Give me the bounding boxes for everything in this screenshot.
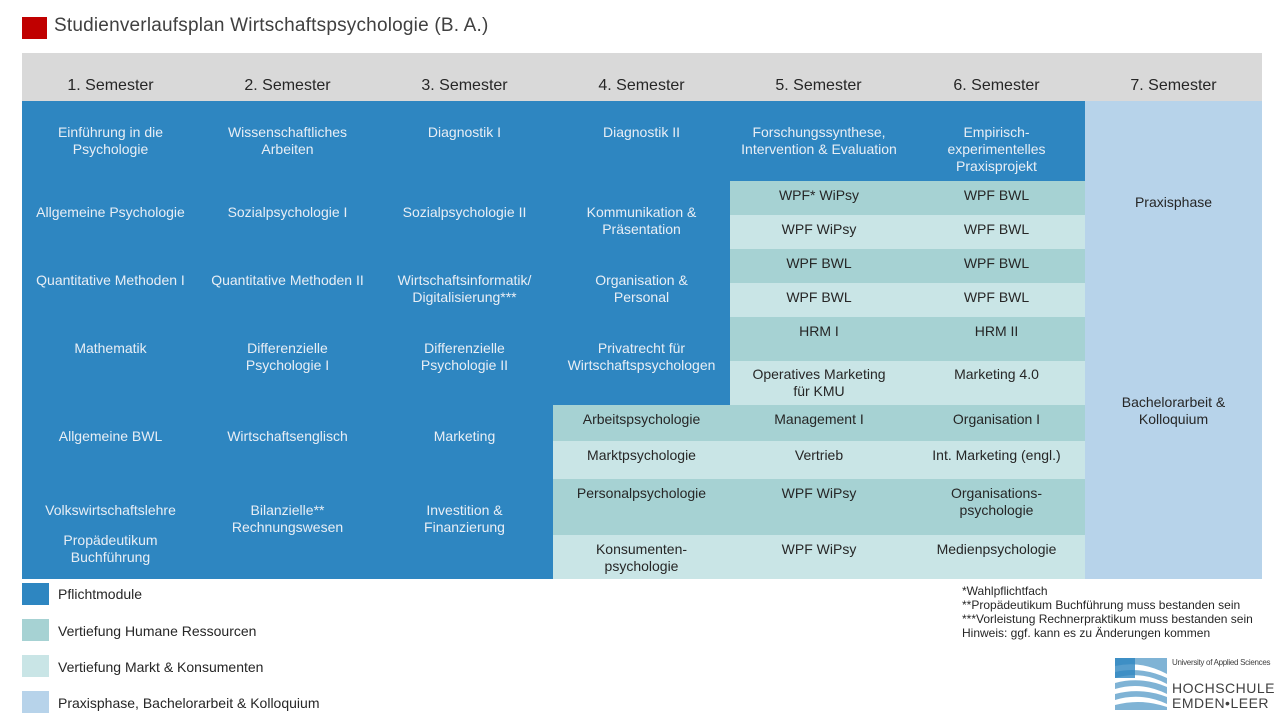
- module-wpf-bwl-6c: WPF BWL: [908, 249, 1085, 283]
- module-rechnungswesen: Bilanzielle** Rechnungswesen: [199, 502, 376, 542]
- legend-label-pflicht: Pflichtmodule: [58, 586, 143, 602]
- semester-4-header: 4. Semester: [598, 77, 685, 94]
- legend-label-markt: Vertiefung Markt & Konsumenten: [58, 659, 264, 675]
- module-quant-2: Quantitative Methoden II: [199, 272, 376, 312]
- module-management-1: Management I: [730, 405, 908, 441]
- logo-line2: EMDEN•LEER: [1172, 695, 1270, 711]
- module-marketing-40: Marketing 4.0: [908, 361, 1085, 405]
- module-vertrieb: Vertrieb: [730, 441, 908, 479]
- module-personalpsychologie: Personalpsychologie: [553, 479, 730, 535]
- module-wpf-bwl-5d: WPF BWL: [730, 283, 908, 317]
- module-privatrecht: Privatrecht für Wirtschaftspsychologen: [553, 340, 730, 380]
- university-logo: [1115, 656, 1276, 712]
- module-bachelorarbeit: Bachelorarbeit & Kolloquium: [1085, 394, 1262, 434]
- legend-swatch-pflicht: [22, 583, 49, 605]
- module-medienpsychologie: Medienpsychologie: [908, 535, 1085, 579]
- legend-swatch-humane: [22, 619, 49, 641]
- module-diagnostik-2: Diagnostik II: [553, 124, 730, 144]
- module-marketing: Marketing: [376, 428, 553, 448]
- module-einfuehrung: Einführung in die Psychologie: [22, 124, 199, 164]
- module-sozialpsych-1: Sozialpsychologie I: [199, 204, 376, 224]
- praxis-column: [1085, 101, 1262, 579]
- semester-3-header: 3. Semester: [421, 77, 508, 94]
- page-title: Studienverlaufsplan Wirtschaftspsychologie (B. A.): [54, 15, 489, 36]
- module-allg-psych: Allgemeine Psychologie: [22, 204, 199, 224]
- module-praxisphase: Praxisphase: [1085, 194, 1262, 214]
- logo-line1: HOCHSCHULE: [1172, 680, 1276, 696]
- module-allg-bwl: Allgemeine BWL: [22, 428, 199, 448]
- legend-swatch-praxis: [22, 691, 49, 713]
- footnote-wahlpflicht: *Wahlpflichtfach: [962, 584, 1048, 598]
- module-int-marketing: Int. Marketing (engl.): [908, 441, 1085, 479]
- module-operatives-marketing: Operatives Marketing für KMU: [730, 361, 908, 405]
- logo-tagline: University of Applied Sciences: [1172, 658, 1271, 667]
- module-sozialpsych-2: Sozialpsychologie II: [376, 204, 553, 224]
- module-marktpsychologie: Marktpsychologie: [553, 441, 730, 479]
- module-propaedeutikum: Propädeutikum Buchführung: [22, 532, 199, 572]
- module-diagnostik-1: Diagnostik I: [376, 124, 553, 144]
- module-wpf-bwl-6d: WPF BWL: [908, 283, 1085, 317]
- legend-label-praxis: Praxisphase, Bachelorarbeit & Kolloquium: [58, 695, 320, 711]
- legend-label-humane: Vertiefung Humane Ressourcen: [58, 623, 257, 639]
- semester-5-header: 5. Semester: [775, 77, 862, 94]
- module-praxisprojekt: Empirisch-experimentelles Praxisprojekt: [908, 124, 1085, 180]
- module-vwl: Volkswirtschaftslehre: [22, 502, 199, 522]
- module-arbeitspsychologie: Arbeitspsychologie: [553, 405, 730, 441]
- semester-1-header: 1. Semester: [67, 77, 154, 94]
- module-wpf-wipsy-5a: WPF* WiPsy: [730, 181, 908, 215]
- module-mathematik: Mathematik: [22, 340, 199, 360]
- module-wpf-bwl-6a: WPF BWL: [908, 181, 1085, 215]
- module-organisation-personal: Organisation & Personal: [553, 272, 730, 312]
- module-wirtschaftsinformatik: Wirtschaftsinformatik/ Digitalisierung***: [376, 272, 553, 312]
- module-wpf-wipsy-5e: WPF WiPsy: [730, 479, 908, 535]
- footnote-hinweis: Hinweis: ggf. kann es zu Änderungen kommen: [962, 626, 1211, 640]
- module-organisationspsychologie: Organisations-psychologie: [908, 479, 1085, 535]
- semester-7-header: 7. Semester: [1130, 77, 1217, 94]
- module-wpf-bwl-5c: WPF BWL: [730, 249, 908, 283]
- module-diff-psych-1: Differenzielle Psychologie I: [199, 340, 376, 380]
- module-quant-1: Quantitative Methoden I: [22, 272, 199, 292]
- semester-2-header: 2. Semester: [244, 77, 331, 94]
- semester-6-header: 6. Semester: [953, 77, 1040, 94]
- module-wpf-bwl-6b: WPF BWL: [908, 215, 1085, 249]
- legend-swatch-markt: [22, 655, 49, 677]
- module-kommunikation: Kommunikation & Präsentation: [553, 204, 730, 244]
- title-marker: [22, 17, 47, 39]
- module-forschungssynthese: Forschungssynthese, Intervention & Evaluation: [730, 124, 908, 180]
- module-investition: Investition & Finanzierung: [376, 502, 553, 542]
- module-wirtschaftsenglisch: Wirtschaftsenglisch: [199, 428, 376, 448]
- footnote-propaedeutikum: **Propädeutikum Buchführung muss bestanden sein: [962, 598, 1241, 612]
- footnote-vorleistung: ***Vorleistung Rechnerpraktikum muss bestanden sein: [962, 612, 1253, 626]
- module-wiss-arbeiten: Wissenschaftliches Arbeiten: [199, 124, 376, 164]
- module-hrm-1: HRM I: [730, 317, 908, 361]
- module-wpf-wipsy-5f: WPF WiPsy: [730, 535, 908, 579]
- footnotes: [962, 584, 1253, 640]
- module-diff-psych-2: Differenzielle Psychologie II: [376, 340, 553, 380]
- module-wpf-wipsy-5b: WPF WiPsy: [730, 215, 908, 249]
- module-konsumentenpsychologie: Konsumenten-psychologie: [553, 535, 730, 579]
- module-organisation-1: Organisation I: [908, 405, 1085, 441]
- module-hrm-2: HRM II: [908, 317, 1085, 361]
